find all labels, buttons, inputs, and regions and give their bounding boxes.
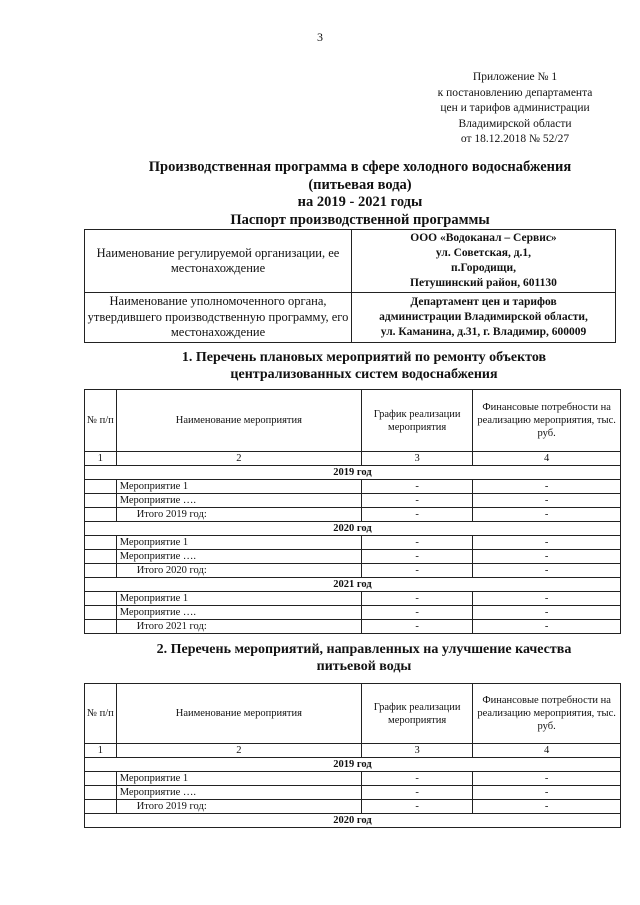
finance-value: - [473, 494, 621, 508]
activity-name: Мероприятие …. [116, 494, 361, 508]
finance-value: - [473, 786, 621, 800]
total-row [85, 800, 621, 814]
table-row [85, 606, 621, 620]
column-number: 3 [362, 744, 473, 758]
passport-value-line: администрации Владимирской области, [379, 311, 588, 323]
column-number: 4 [473, 452, 621, 466]
header-schedule: График реализации мероприятия [362, 390, 473, 452]
row-number [85, 536, 117, 550]
passport-table [84, 229, 616, 343]
table-row [85, 536, 621, 550]
passport-value [352, 230, 616, 293]
year-row [85, 522, 621, 536]
row-number [85, 606, 117, 620]
activity-name: Мероприятие …. [116, 786, 361, 800]
row-number [85, 620, 117, 634]
appendix-line: цен и тарифов администрации [440, 102, 590, 114]
schedule-value: - [362, 536, 473, 550]
passport-label: Наименование регулируемой организации, ее местонахождение [85, 230, 352, 293]
year-label: 2019 год [85, 758, 621, 772]
activity-name: Мероприятие 1 [116, 592, 361, 606]
schedule-value: - [362, 550, 473, 564]
table-row [85, 480, 621, 494]
total-row [85, 508, 621, 522]
column-number: 1 [85, 744, 117, 758]
passport-value-line: Петушинский район, 601130 [410, 277, 557, 289]
schedule-value: - [362, 620, 473, 634]
column-number: 2 [116, 452, 361, 466]
finance-value: - [473, 606, 621, 620]
total-row [85, 620, 621, 634]
header-finance: Финансовые потребности на реализацию мероприятия, тыс. руб. [473, 390, 621, 452]
passport-value-line: п.Городищи, [450, 262, 517, 274]
finance-value: - [473, 480, 621, 494]
activity-name: Мероприятие 1 [116, 480, 361, 494]
finance-value: - [473, 536, 621, 550]
appendix-line: от 18.12.2018 № 52/27 [460, 133, 570, 145]
activity-name: Мероприятие 1 [116, 536, 361, 550]
year-row [85, 466, 621, 480]
row-number [85, 508, 117, 522]
total-label: Итого 2019 год: [116, 508, 361, 522]
passport-row [85, 293, 616, 343]
finance-value: - [473, 772, 621, 786]
row-number [85, 592, 117, 606]
column-number: 4 [473, 744, 621, 758]
section2-title [84, 641, 640, 675]
section1-table [84, 389, 621, 634]
finance-value: - [473, 800, 621, 814]
table-row [85, 494, 621, 508]
table-header-row [85, 684, 621, 744]
schedule-value: - [362, 772, 473, 786]
title-line: Паспорт производственной программы [230, 211, 490, 228]
row-number [85, 564, 117, 578]
schedule-value: - [362, 800, 473, 814]
year-row [85, 758, 621, 772]
header-schedule: График реализации мероприятия [362, 684, 473, 744]
schedule-value: - [362, 494, 473, 508]
passport-row [85, 230, 616, 293]
header-finance: Финансовые потребности на реализацию мероприятия, тыс. руб. [473, 684, 621, 744]
appendix-block [400, 70, 630, 148]
header-name: Наименование мероприятия [116, 390, 361, 452]
header-number: № п/п [85, 684, 117, 744]
column-number-row [85, 744, 621, 758]
passport-value [352, 293, 616, 343]
header-number: № п/п [85, 390, 117, 452]
finance-value: - [473, 564, 621, 578]
column-number: 1 [85, 452, 117, 466]
column-number: 2 [116, 744, 361, 758]
table-header-row [85, 390, 621, 452]
schedule-value: - [362, 564, 473, 578]
header-name: Наименование мероприятия [116, 684, 361, 744]
column-number: 3 [362, 452, 473, 466]
total-label: Итого 2021 год: [116, 620, 361, 634]
table-row [85, 550, 621, 564]
table-row [85, 786, 621, 800]
section1-title [84, 349, 640, 383]
section2-table [84, 683, 621, 828]
appendix-line: Приложение № 1 [472, 71, 558, 83]
section-title-line: питьевой воды [316, 659, 412, 674]
section-title-line: 1. Перечень плановых мероприятий по ремонту объектов [181, 350, 547, 365]
year-label: 2019 год [85, 466, 621, 480]
passport-value-line: ООО «Водоканал – Сервис» [410, 232, 557, 244]
finance-value: - [473, 550, 621, 564]
year-row [85, 578, 621, 592]
row-number [85, 480, 117, 494]
column-number-row [85, 452, 621, 466]
table-row [85, 772, 621, 786]
schedule-value: - [362, 592, 473, 606]
year-row [85, 814, 621, 828]
page-number: 3 [317, 30, 323, 44]
activity-name: Мероприятие …. [116, 606, 361, 620]
total-row [85, 564, 621, 578]
year-label: 2021 год [85, 578, 621, 592]
finance-value: - [473, 508, 621, 522]
title-line: на 2019 - 2021 годы [297, 194, 423, 210]
document-title [80, 159, 640, 229]
appendix-line: к постановлению департамента [437, 86, 593, 99]
schedule-value: - [362, 606, 473, 620]
table-row [85, 592, 621, 606]
row-number [85, 494, 117, 508]
passport-value-line: ул. Советская, д.1, [435, 247, 532, 259]
finance-value: - [473, 620, 621, 634]
year-label: 2020 год [85, 814, 621, 828]
schedule-value: - [362, 508, 473, 522]
total-label: Итого 2019 год: [116, 800, 361, 814]
row-number [85, 550, 117, 564]
finance-value: - [473, 592, 621, 606]
title-line: Производственная программа в сфере холодного водоснабжения [148, 159, 572, 175]
activity-name: Мероприятие 1 [116, 772, 361, 786]
section-title-line: централизованных систем водоснабжения [230, 367, 498, 382]
year-label: 2020 год [85, 522, 621, 536]
appendix-line: Владимирской области [458, 117, 572, 130]
title-line: (питьевая вода) [308, 176, 412, 193]
schedule-value: - [362, 786, 473, 800]
activity-name: Мероприятие …. [116, 550, 361, 564]
passport-value-line: ул. Каманина, д.31, г. Владимир, 600009 [380, 326, 587, 338]
row-number [85, 786, 117, 800]
total-label: Итого 2020 год: [116, 564, 361, 578]
passport-label: Наименование уполномоченного органа, утвердившего производственную программу, его местонахождение [85, 293, 352, 343]
schedule-value: - [362, 480, 473, 494]
passport-value-line: Департамент цен и тарифов [410, 296, 557, 308]
row-number [85, 800, 117, 814]
section-title-line: 2. Перечень мероприятий, направленных на улучшение качества [156, 642, 572, 657]
row-number [85, 772, 117, 786]
